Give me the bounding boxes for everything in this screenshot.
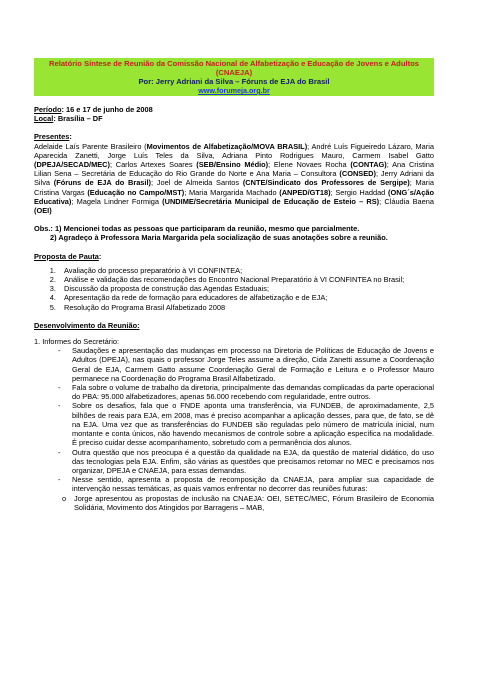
obs-line-1: Obs.: 1) Mencionei todas as pessoas que participaram da reunião, mesmo que parcialmente.: [34, 224, 360, 234]
report-title: Relatório Síntese de Reunião da Comissão Nacional de Alfabetização e Educação de Jovens e Adultos (CNAEJA): [49, 59, 419, 77]
obs-section: [34, 224, 434, 242]
presentes-org: (DPEJA/SECAD/MEC): [34, 160, 110, 170]
pauta-item: 5. Resolução do Programa Brasil Alfabetizado 2008: [58, 303, 434, 312]
periodo-line: [34, 105, 434, 114]
informe-item: - Fala sobre o volume de trabalho da diretoria, principalmente das demandas complicadas da parte operacional do PBA: 95.000 alfabetizadores, apenas 56.000 recebendo com regularidade, entre outros.: [58, 383, 434, 401]
presentes-text: ; André Luís Figueiredo Lázaro, Maria Aparecida Zanetti, Jorge Luís Teles da Silva, Adriana Pinto Rodrigues Mauro, Carmem Isabel Gatto: [34, 141, 434, 160]
presentes-text: ; Joel de Almeida Santos: [150, 178, 243, 188]
presentes-text: ; Maria Margarida Machado: [184, 187, 280, 197]
presentes-org: Movimentos de Alfabetização/MOVA BRASIL): [146, 141, 308, 151]
presentes-org: (OEI): [34, 206, 52, 216]
informe-item: - Sobre os desafios, fala que o FNDE aponta uma transferência, via FUNDEB, de aproximadamente, 2,5 bilhões de reais para EJA, em 2008, mas é preciso acompanhar a aplicação desses, para que, de fato, se dê na EJA. Uma vez que as transferências do FUNDEB são reguladas pelo número de matrícula inicial, num montante e conta únicos, não havendo mecanismos de controle sobre a aplicação específica na modalidade. É preciso cuidar desse acompanhamento, sobretudo com a permanência dos alunos.: [58, 401, 434, 447]
presentes-text: ; Sergio Haddad: [330, 187, 388, 197]
forum-link[interactable]: www.forumeja.org.br: [198, 86, 270, 95]
presentes-text: ; Carlos Artexes Soares: [109, 160, 197, 170]
presentes-paragraph: [34, 142, 434, 216]
presentes-org: (ONG´s/Ação Educativa): [34, 187, 434, 206]
desenvolvimento-heading: Desenvolvimento da Reunião:: [34, 320, 140, 330]
pauta-list: [34, 266, 434, 312]
document-body: [34, 58, 434, 512]
presentes-text: ; Ana Cristina Lilian Sena – Secretária de Educação do Rio Grande do Norte e Ana Maria – Consultora: [34, 160, 435, 179]
presentes-org: (Educação no Campo/MST): [87, 187, 185, 197]
presentes-org: (CONTAG): [350, 160, 387, 170]
pauta-section: [34, 252, 434, 312]
local-line: [34, 114, 434, 123]
informe-item: - Saudações e apresentação das mudanças em processo na Diretoria de Políticas de Educação de Jovens e Adultos (DPEJA), nas quais o professor Jorge Teles assume a direção, Cida Zanetti assume a Coordenação Geral de EJA, Carmem Gatto assume Coordenação Geral de Formação e Leitura e o Professor Mauro permanece na Coordenação do Programa Brasil Alfabetizado.: [58, 346, 434, 383]
presentes-text: ; Jerry Adriani da Silva: [34, 169, 434, 188]
periodo-label: Período: [34, 105, 62, 114]
desenvolvimento-section: [34, 321, 434, 512]
meta-block: [34, 105, 434, 123]
presentes-text: ; Cláudia Baena: [379, 196, 434, 206]
presentes-org: (SEB/Ensino Médio): [196, 160, 269, 170]
pauta-heading: Proposta de Pauta: [34, 251, 99, 261]
presentes-section: [34, 132, 434, 215]
presentes-org: (ANPED/GT18): [279, 187, 331, 197]
obs-line-2: 2) Agradeço à Professora Maria Margarida pela socialização de suas anotações sobre a reunião.: [50, 233, 388, 243]
local-value: : Brasília – DF: [53, 114, 103, 124]
report-author: Por: Jerry Adriani da Silva – Fóruns de EJA do Brasil: [138, 77, 330, 86]
informes-sublist: [34, 494, 434, 512]
pauta-item: 3. Discussão da proposta de construção das Agendas Estaduais;: [58, 284, 434, 293]
informe-item: - Nesse sentido, apresenta a proposta de recomposição da CNAEJA, para ampliar sua capacidade de intervenção nessas temáticas, as quais vamos enfrentar no decorrer das reuniões futuras:: [58, 475, 434, 493]
presentes-text: ; Maria Cristina Vargas: [34, 178, 434, 197]
pauta-item: 1. Avaliação do processo preparatório à VI CONFINTEA;: [58, 266, 434, 275]
informe-item: - Outra questão que nos preocupa é a questão da qualidade na EJA, da questão de material didático, do uso das tecnologias pela EJA. Enfim, são várias as questões que precisamos retomar no MEC e precisamos nos organizar, DPEJA e CNAEJA, para essas demandas.: [58, 448, 434, 476]
informe-subitem: o Jorge apresentou as propostas de inclusão na CNAEJA: OEI, SETEC/MEC, Fórum Brasileiro de Economia Solidária, Movimento dos Atingidos por Barragens – MAB,: [62, 494, 434, 512]
presentes-org: (CNTE/Sindicato dos Professores de Sergipe): [242, 178, 410, 188]
presentes-org: (CONSED): [339, 169, 376, 179]
presentes-org: (UNDIME/Secretária Municipal de Educação de Esteio – RS): [162, 196, 380, 206]
presentes-heading-line: Presentes:: [34, 132, 72, 142]
local-label: Local: [34, 114, 54, 124]
pauta-item: 4. Apresentação da rede de formação para educadores de alfabetização e de EJA;: [58, 293, 434, 302]
presentes-heading: Presentes: [34, 132, 70, 142]
informes-list: [34, 346, 434, 493]
presentes-text: ; Magela Lindner Formiga: [71, 196, 163, 206]
pauta-heading-line: Proposta de Pauta:: [34, 251, 102, 261]
presentes-text: ; Elene Novaes Rocha: [268, 160, 351, 170]
presentes-org: (Fóruns de EJA do Brasil): [53, 178, 151, 188]
pauta-item: 2. Análise e validação das recomendações do Encontro Nacional Preparatório à VI CONFINTEA no Brasil;: [58, 275, 434, 284]
periodo-value: : 16 e 17 de junho de 2008: [61, 105, 153, 114]
presentes-text: Adelaide Laís Parente Brasileiro (: [34, 141, 147, 151]
title-banner: [34, 58, 434, 96]
informes-heading: 1. Informes do Secretário:: [34, 337, 120, 347]
